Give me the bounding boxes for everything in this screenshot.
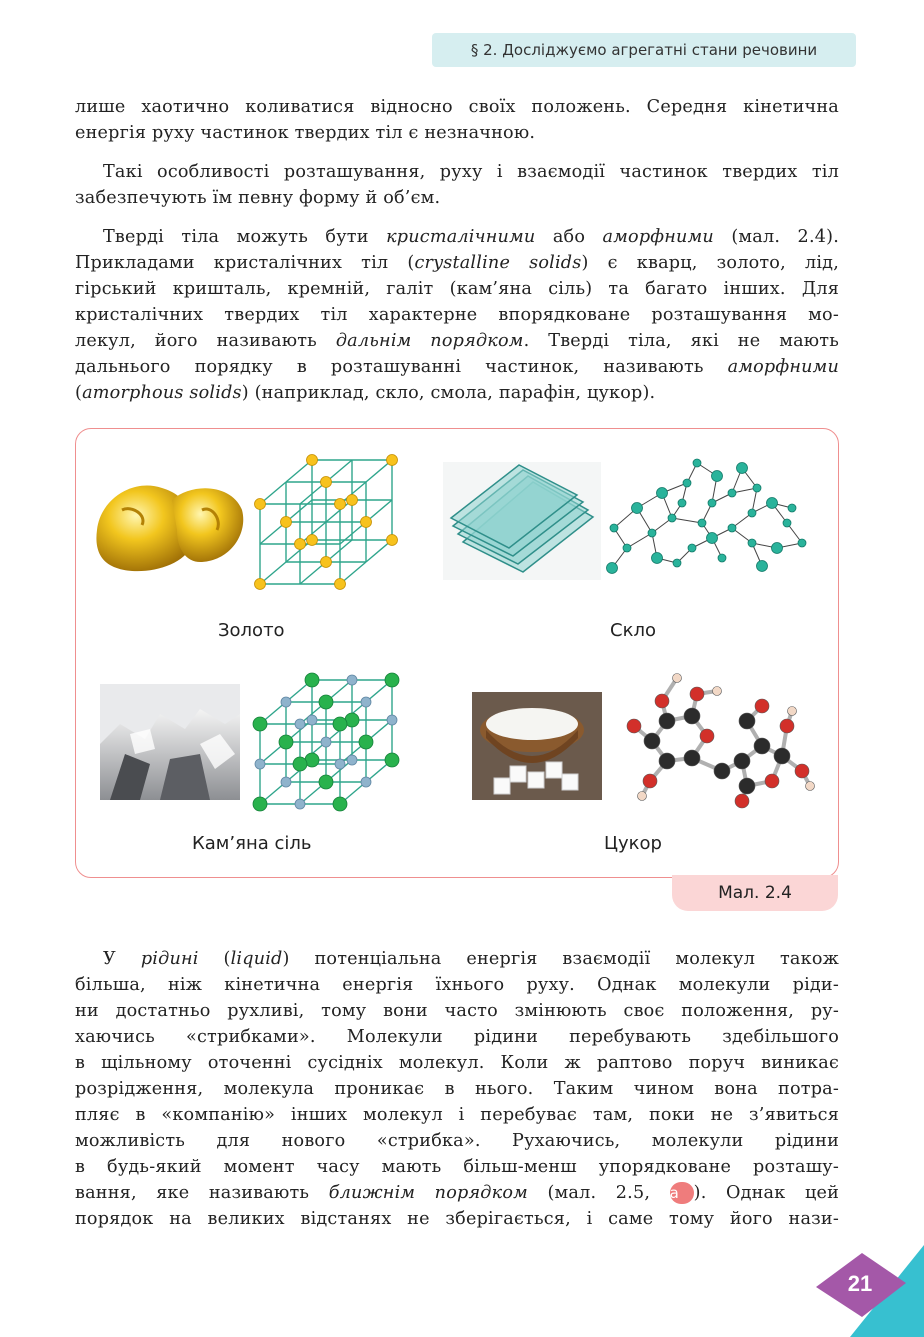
atom xyxy=(728,524,736,532)
atom xyxy=(748,509,756,517)
text-line: в щільному оточенні сусідніх молекул. Коли ж раптово поруч виникає xyxy=(75,1053,839,1073)
atom xyxy=(707,533,718,544)
atom xyxy=(281,777,291,787)
atom xyxy=(698,519,706,527)
atom xyxy=(361,697,371,707)
atom xyxy=(638,792,647,801)
atom xyxy=(728,489,736,497)
atom xyxy=(335,499,346,510)
text-line: порядок на великих відстанях не зберігається, і саме тому його нази- xyxy=(75,1209,839,1229)
text-line: Прикладами кристалічних тіл (crystalline solids) є кварц, золото, лід, xyxy=(75,253,839,273)
atom xyxy=(387,535,398,546)
paragraph-2 xyxy=(75,159,839,211)
atom xyxy=(690,687,704,701)
atom xyxy=(253,717,267,731)
gold-nugget-image xyxy=(92,470,244,578)
atom xyxy=(774,748,790,764)
atom xyxy=(319,695,333,709)
atom xyxy=(739,713,755,729)
atom xyxy=(385,673,399,687)
atom xyxy=(757,561,768,572)
atom xyxy=(684,708,700,724)
text-line: Такі особливості розташування, руху і взаємодії частинок твердих тіл xyxy=(103,162,839,182)
text-line: можливість для нового «стрибка». Рухаючись, молекули рідини xyxy=(75,1131,839,1151)
atom xyxy=(714,763,730,779)
figure-caption: Мал. 2.4 xyxy=(672,875,838,911)
atom xyxy=(678,499,686,507)
page-number-badge xyxy=(810,1235,924,1337)
atom xyxy=(255,759,265,769)
atom xyxy=(255,499,266,510)
atom xyxy=(788,707,797,716)
atom xyxy=(644,733,660,749)
atom xyxy=(688,544,696,552)
atom xyxy=(607,563,618,574)
atom xyxy=(684,750,700,766)
label-gold: Золото xyxy=(218,620,285,641)
atom xyxy=(610,524,618,532)
atom xyxy=(623,544,631,552)
atom xyxy=(765,774,779,788)
text-line: вання, яке називають ближнім порядком (мал. 2.5, а ). Однак цей xyxy=(75,1183,839,1203)
atom xyxy=(293,757,307,771)
atom xyxy=(255,579,266,590)
term-liquid: рідині xyxy=(140,949,199,969)
atom xyxy=(279,735,293,749)
text-line: пляє в «компанію» інших молекул і перебуває там, поки не з’явиться xyxy=(75,1105,839,1125)
paragraph-3 xyxy=(75,224,839,406)
atom xyxy=(387,715,397,725)
gold-crystal-lattice xyxy=(250,452,400,592)
label-rock-salt: Кам’яна сіль xyxy=(192,833,312,854)
atom xyxy=(735,794,749,808)
text-line: енергія руху частинок твердих тіл є незначною. xyxy=(75,123,536,143)
atom xyxy=(683,479,691,487)
text-line: лекул, його називають дальнім порядком. Тверді тіла, які не мають xyxy=(75,331,840,351)
atom xyxy=(295,539,306,550)
term-short-range-order: ближнім порядком xyxy=(328,1183,528,1203)
atom xyxy=(648,529,656,537)
text-line: розрідження, молекула проникає в нього. Таким чином вона потра- xyxy=(75,1079,839,1099)
text-line: забезпечують їм певну форму й об’єм. xyxy=(75,188,441,208)
atom xyxy=(700,729,714,743)
text-line: в будь-який момент часу мають більш-менш упорядковане розташу- xyxy=(75,1157,839,1177)
atom xyxy=(780,719,794,733)
text-line: гірський кришталь, кремній, галіт (кам’яна сіль) та багато інших. Для xyxy=(75,279,839,299)
glass-amorphous-structure xyxy=(602,448,812,588)
atom xyxy=(693,459,701,467)
atom xyxy=(321,477,332,488)
atom xyxy=(755,699,769,713)
figure-ref-badge: а xyxy=(670,1182,694,1204)
term-crystalline: кристалічними xyxy=(386,227,536,247)
atom xyxy=(737,463,748,474)
atom xyxy=(295,799,305,809)
atom xyxy=(655,694,669,708)
atom xyxy=(748,539,756,547)
atom xyxy=(295,719,305,729)
paragraph-4 xyxy=(75,946,839,1232)
atom xyxy=(734,753,750,769)
atom xyxy=(632,503,643,514)
atom xyxy=(652,553,663,564)
atom xyxy=(281,697,291,707)
text-line: кристалічних твердих тіл характерне впорядковане розташування мо- xyxy=(75,305,839,325)
atom xyxy=(708,499,716,507)
atom xyxy=(627,719,641,733)
atom xyxy=(718,554,726,562)
atom xyxy=(335,579,346,590)
salt-crystal-lattice xyxy=(250,672,400,810)
atom xyxy=(657,488,668,499)
atom xyxy=(387,455,398,466)
atom xyxy=(673,559,681,567)
text-line: ни достатньо рухливі, тому вони часто змінюють своє положення, ру- xyxy=(75,1001,839,1021)
text-line: більша, ніж кінетична енергія їхнього руху. Однак молекули ріди- xyxy=(75,975,839,995)
atom xyxy=(281,517,292,528)
atom xyxy=(712,471,723,482)
atom xyxy=(307,715,317,725)
atom xyxy=(659,753,675,769)
atom xyxy=(347,675,357,685)
atom xyxy=(385,753,399,767)
glass-plates-image xyxy=(443,462,601,580)
atom xyxy=(361,777,371,787)
atom xyxy=(739,778,755,794)
atom xyxy=(347,755,357,765)
atom xyxy=(754,738,770,754)
atom xyxy=(321,737,331,747)
atom xyxy=(253,797,267,811)
text-line: Тверді тіла можуть бути кристалічними або аморфними (мал. 2.4). xyxy=(103,227,839,247)
atom xyxy=(795,764,809,778)
text-line: У рідині (liquid) потенціальна енергія взаємодії молекул також xyxy=(103,949,839,969)
atom xyxy=(643,774,657,788)
atom xyxy=(788,504,796,512)
atom xyxy=(307,455,318,466)
page-number: 21 xyxy=(847,1271,873,1296)
sugar-image xyxy=(472,692,602,800)
atom xyxy=(307,535,318,546)
term-amorphous: аморфними xyxy=(602,227,714,247)
atom xyxy=(783,519,791,527)
atom xyxy=(333,797,347,811)
atom xyxy=(335,759,345,769)
atom xyxy=(673,674,682,683)
atom xyxy=(319,775,333,789)
atom xyxy=(347,495,358,506)
atom xyxy=(767,498,778,509)
text-line: хаючись «стрибками». Молекули рідини перебувають здебільшого xyxy=(75,1027,839,1047)
atom xyxy=(359,735,373,749)
rock-salt-image xyxy=(100,684,240,800)
atom xyxy=(753,484,761,492)
text-line: лише хаотично коливатися відносно своїх положень. Середня кінетична xyxy=(75,97,839,117)
atom xyxy=(659,713,675,729)
atom xyxy=(798,539,806,547)
label-sugar: Цукор xyxy=(604,833,662,854)
text-line: дальнього порядку в розташуванні частинок, називають аморфними xyxy=(75,357,839,377)
paragraph-1 xyxy=(75,94,839,146)
sugar-molecule-model xyxy=(622,666,812,808)
atom xyxy=(772,543,783,554)
atom xyxy=(361,517,372,528)
label-glass: Скло xyxy=(610,620,656,641)
atom xyxy=(321,557,332,568)
atom xyxy=(305,673,319,687)
term-long-range-order: дальнім порядком xyxy=(335,331,524,351)
atom xyxy=(806,782,815,791)
atom xyxy=(713,687,722,696)
text-line: (amorphous solids) (наприклад, скло, смола, парафін, цукор). xyxy=(75,383,656,403)
atom xyxy=(668,514,676,522)
atom xyxy=(333,717,347,731)
section-header: § 2. Досліджуємо агрегатні стани речовини xyxy=(432,33,856,67)
